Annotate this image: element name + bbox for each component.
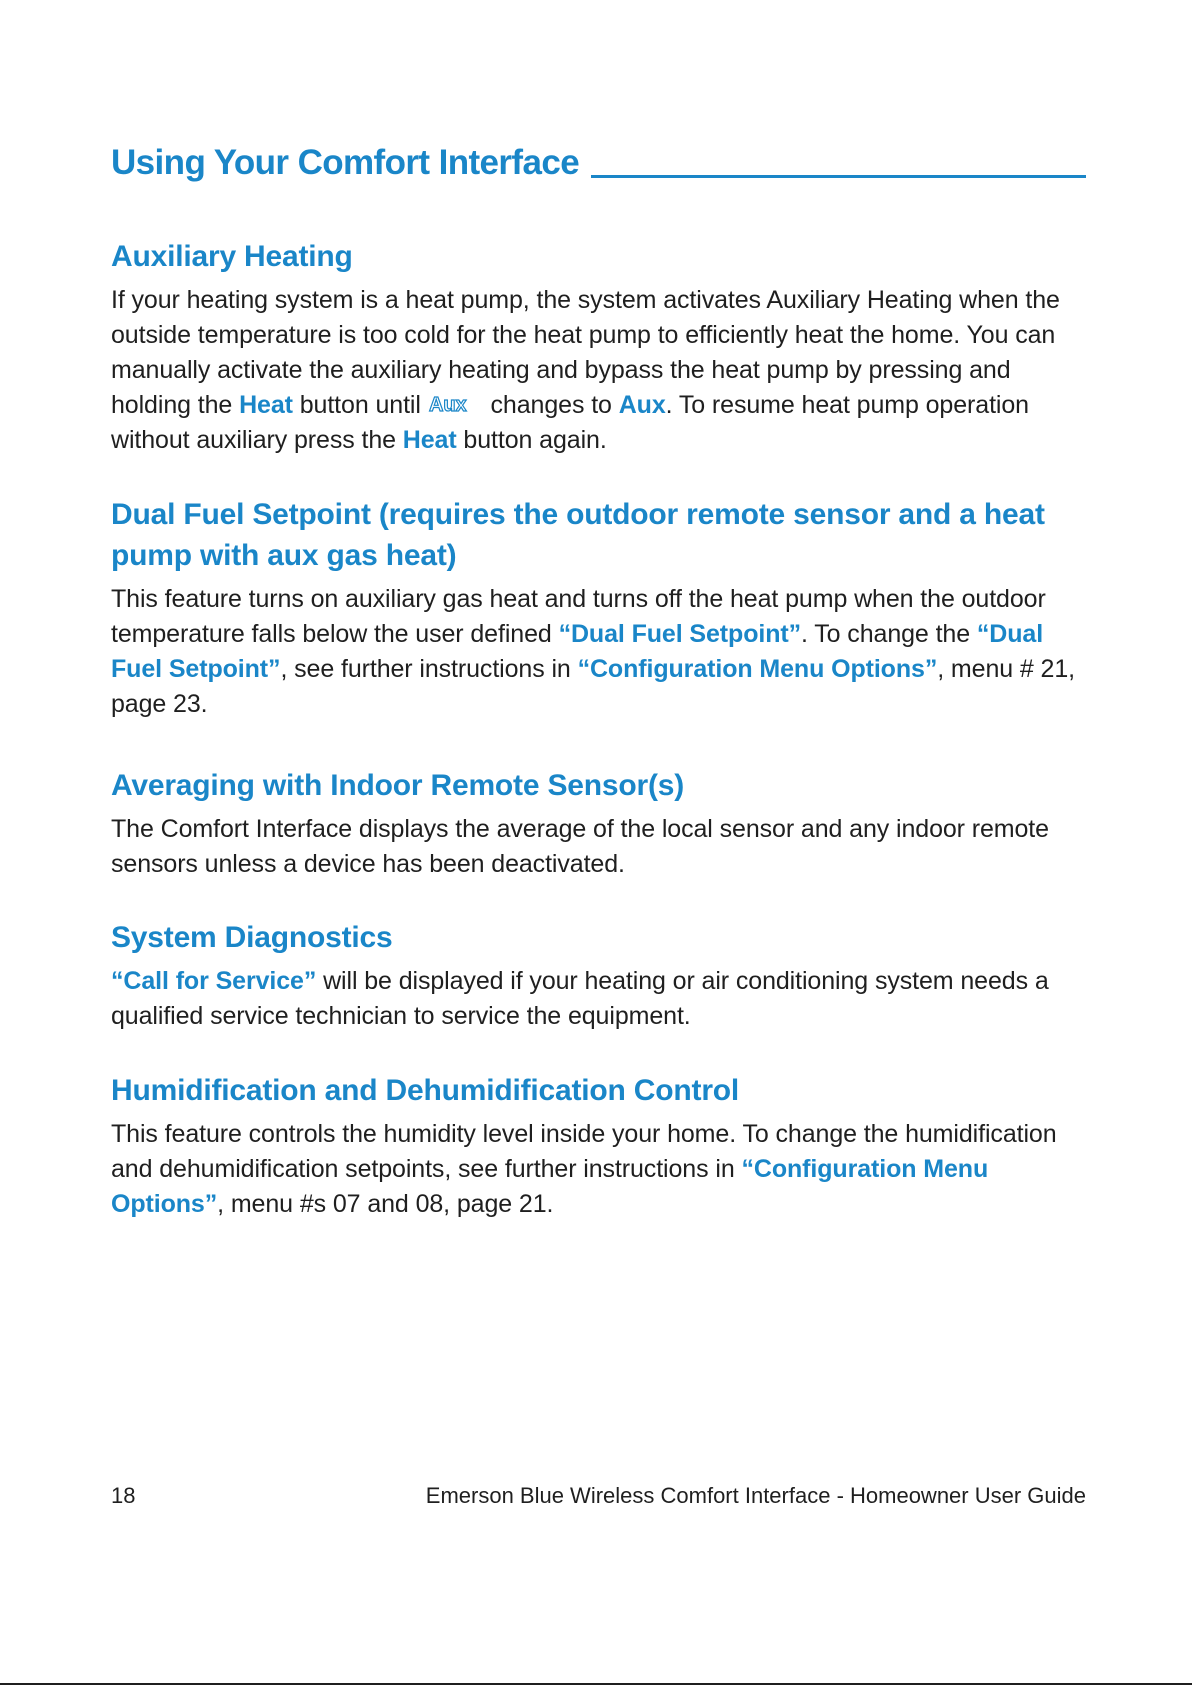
page-number: 18	[111, 1483, 136, 1508]
section-body	[111, 582, 1086, 722]
body-text: The Comfort Interface displays the average of the local sensor and any indoor remote sensors unless a device has been deactivated.	[111, 815, 1049, 878]
page-header	[111, 140, 1086, 188]
body-text: button again.	[456, 426, 607, 454]
page-title: Using Your Comfort Interface	[111, 143, 580, 182]
configuration-menu-reference: “Configuration Menu Options”	[111, 1155, 989, 1218]
body-text: , menu #s 07 and 08, page 21.	[217, 1190, 554, 1218]
body-text: will be displayed if your heating or air conditioning system needs a qualified service technician to service the equipment.	[111, 967, 1049, 1030]
body-text: , see further instructions in	[280, 655, 578, 683]
section-heading: System Diagnostics	[111, 921, 393, 954]
section-heading: Auxiliary Heating	[111, 240, 353, 273]
body-text: . To change the	[801, 620, 977, 648]
section-heading: Dual Fuel Setpoint (requires the outdoor remote sensor and a heat pump with aux gas heat)	[111, 498, 1045, 572]
body-text: This feature controls the humidity level inside your home. To change the humidification and dehumidification setpoints, see further instructions in	[111, 1120, 1057, 1183]
heat-button-reference: Heat	[402, 426, 457, 454]
section-auxiliary-heating	[111, 236, 1086, 458]
dual-fuel-setpoint-reference: “Dual Fuel Setpoint”	[558, 620, 802, 648]
body-text: If your heating system is a heat pump, the system activates Auxiliary Heating when the outside temperature is too cold for the heat pump to efficiently heat the home. You can manually activate the auxiliary heating and bypass the heat pump by pressing and holding the	[111, 286, 1060, 419]
section-averaging-sensors	[111, 765, 1086, 882]
body-text: button until	[292, 391, 428, 419]
heat-button-reference: Heat	[239, 391, 293, 419]
dual-fuel-setpoint-reference: “Dual Fuel Setpoint”	[111, 620, 1044, 683]
body-text: changes to	[483, 391, 619, 419]
aux-mode-reference: Aux	[618, 391, 666, 419]
call-for-service-reference: “Call for Service”	[111, 967, 317, 995]
configuration-menu-reference: “Configuration Menu Options”	[577, 655, 938, 683]
section-body	[111, 283, 1086, 458]
section-body	[111, 964, 1086, 1034]
section-dual-fuel-setpoint	[111, 494, 1086, 722]
title-underline-rule	[591, 175, 1086, 178]
section-body	[111, 812, 1086, 882]
section-heading: Humidification and Dehumidification Control	[111, 1074, 740, 1107]
page-footer	[111, 1483, 1086, 1509]
aux-icon-label: Aux	[428, 394, 467, 415]
section-body	[111, 1117, 1086, 1222]
section-heading: Averaging with Indoor Remote Sensor(s)	[111, 769, 685, 802]
body-text: , menu # 21, page 23.	[111, 655, 1076, 718]
body-text: This feature turns on auxiliary gas heat and turns off the heat pump when the outdoor temperature falls below the user defined	[111, 585, 1046, 648]
section-system-diagnostics	[111, 917, 1086, 1034]
body-text: . To resume heat pump operation without auxiliary press the	[111, 391, 1029, 454]
section-humidification-control	[111, 1070, 1086, 1222]
aux-icon	[428, 393, 482, 415]
guide-title: Emerson Blue Wireless Comfort Interface - Homeowner User Guide	[425, 1483, 1086, 1508]
